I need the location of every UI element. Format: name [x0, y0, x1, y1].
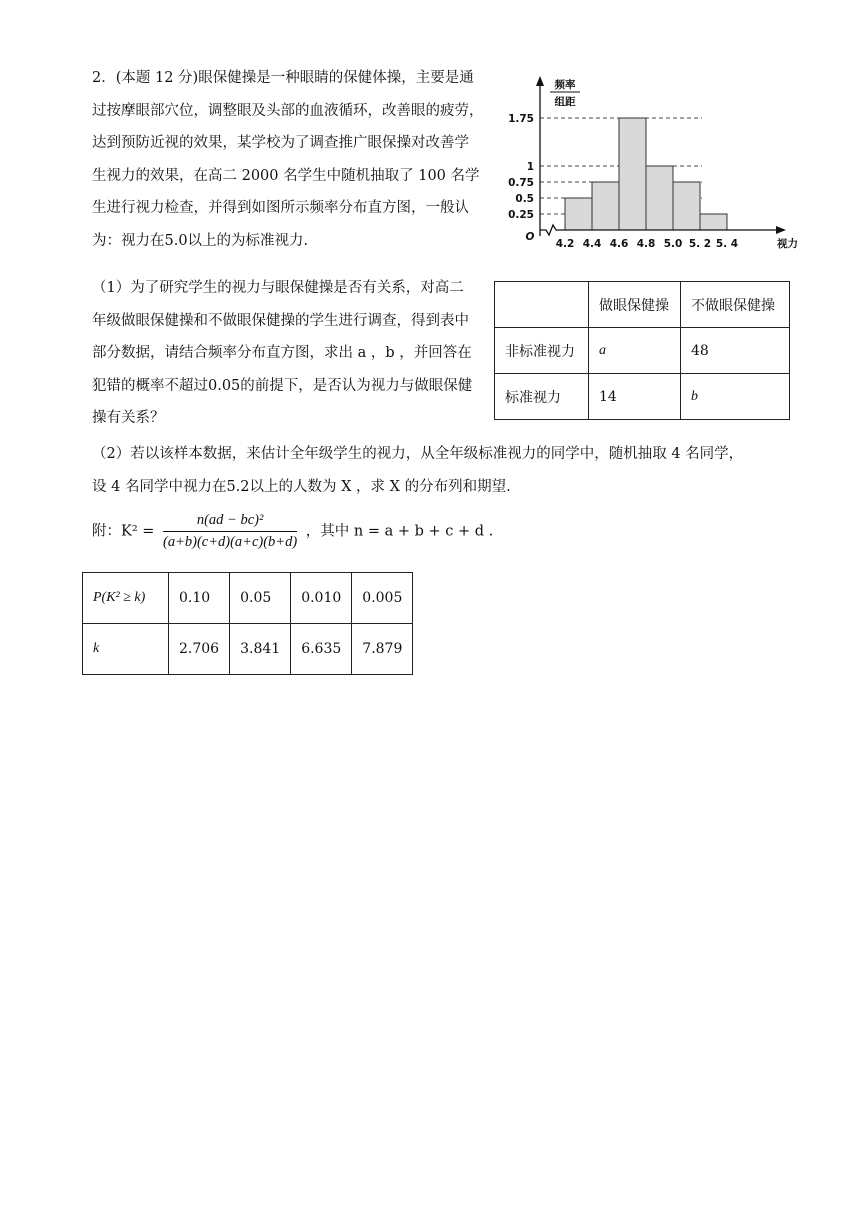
part1-line: （1）为了研究学生的视力与眼保健操是否有关系，对高二 [92, 280, 464, 296]
part1-line: 操有关系？ [92, 410, 165, 426]
table-cell: 0.010 [291, 573, 352, 624]
x-axis-label: 视力 [777, 238, 798, 250]
formula-fraction [163, 512, 297, 551]
x-tick-label: 5. 4 [715, 238, 739, 250]
table-cell: 0.005 [352, 573, 413, 624]
part1-line: 部分数据，请结合频率分布直方图，求出 a ，b ，并回答在 [92, 345, 472, 361]
histogram-bar [673, 182, 700, 230]
table-row [83, 624, 413, 675]
y-tick-label: 0.25 [508, 209, 534, 221]
x-tick-label: 4.6 [609, 238, 629, 250]
table-cell: 非标准视力 [495, 328, 589, 374]
y-axis-label-top: 频率 [554, 79, 576, 91]
table-cell: 做眼保健操 [589, 282, 681, 328]
problem-part2 [92, 438, 782, 503]
part1-line: 年级做眼保健操和不做眼保健操的学生进行调查，得到表中 [92, 312, 469, 329]
critical-value-table [82, 572, 413, 675]
table-cell: 48 [681, 328, 790, 374]
x-tick-label: 5. 2 [688, 238, 712, 250]
table-cell [495, 282, 589, 328]
histogram-bar [619, 118, 646, 230]
table-row [495, 282, 790, 328]
y-axis-label-bottom: 组距 [554, 96, 576, 108]
table-cell: 6.635 [291, 624, 352, 675]
intro-line: 达到预防近视的效果，某学校为了调查推广眼保操对改善学 [92, 135, 469, 151]
y-tick-label: 0.5 [515, 193, 534, 205]
table-cell: 0.05 [230, 573, 291, 624]
table-row [495, 328, 790, 374]
frequency-histogram [500, 70, 800, 260]
table-row [83, 573, 413, 624]
x-tick-label: 5.0 [663, 238, 683, 250]
origin-label: O [525, 231, 535, 243]
histogram-bar [592, 182, 619, 230]
intro-line: 为：视力在5.0以上的为标准视力. [92, 232, 309, 249]
formula-suffix: ，其中 n = a + b + c + d . [305, 523, 494, 540]
part1-line: 犯错的概率不超过0.05的前提下，是否认为视力与做眼保健 [92, 377, 473, 394]
histogram-bar [700, 214, 727, 230]
formula-denominator: (a+b)(c+d)(a+c)(b+d) [163, 534, 298, 550]
x-tick-label: 4.4 [582, 238, 602, 250]
intro-line: 2．(本题 12 分)眼保健操是一种眼睛的保健体操，主要是通 [92, 70, 474, 86]
formula-prefix: 附：K² = [92, 523, 155, 540]
intro-line: 过按摩眼部穴位，调整眼及头部的血液循环，改善眼的疲劳， [92, 102, 484, 119]
table-cell: a [589, 328, 681, 374]
intro-line: 生进行视力检查，并得到如图所示频率分布直方图，一般认 [92, 200, 469, 216]
problem-part1 [92, 272, 484, 435]
y-axis-arrow [536, 76, 544, 86]
table-cell: P(K² ≥ k) [83, 573, 169, 624]
intro-line: 生视力的效果，在高二 2000 名学生中随机抽取了 100 名学 [92, 167, 480, 184]
x-axis-arrow [776, 226, 786, 234]
table-cell: 2.706 [169, 624, 230, 675]
table-row [495, 374, 790, 420]
x-tick-label: 4.8 [636, 238, 656, 250]
y-tick-label: 0.75 [508, 177, 534, 189]
table-cell: 不做眼保健操 [681, 282, 790, 328]
x-tick-label: 4.2 [555, 238, 575, 250]
table-cell: 0.10 [169, 573, 230, 624]
table-cell: 标准视力 [495, 374, 589, 420]
y-tick-label: 1.75 [508, 113, 534, 125]
table-cell: k [83, 624, 169, 675]
y-tick-label: 1 [526, 161, 534, 173]
histogram-bar [565, 198, 592, 230]
table-cell: 7.879 [352, 624, 413, 675]
table-cell: 14 [589, 374, 681, 420]
formula-numerator: n(ad − bc)² [163, 512, 297, 532]
part2-line: 设 4 名同学中视力在5.2以上的人数为 X ，求 X 的分布列和期望. [92, 478, 511, 495]
table-cell: 3.841 [230, 624, 291, 675]
contingency-table [494, 281, 790, 420]
table-cell: b [681, 374, 790, 420]
problem-intro [92, 62, 484, 257]
chi-square-formula [92, 512, 592, 562]
part2-line: （2）若以该样本数据，来估计全年级学生的视力，从全年级标准视力的同学中，随机抽取 4 名同学， [92, 446, 744, 462]
histogram-bar [646, 166, 673, 230]
